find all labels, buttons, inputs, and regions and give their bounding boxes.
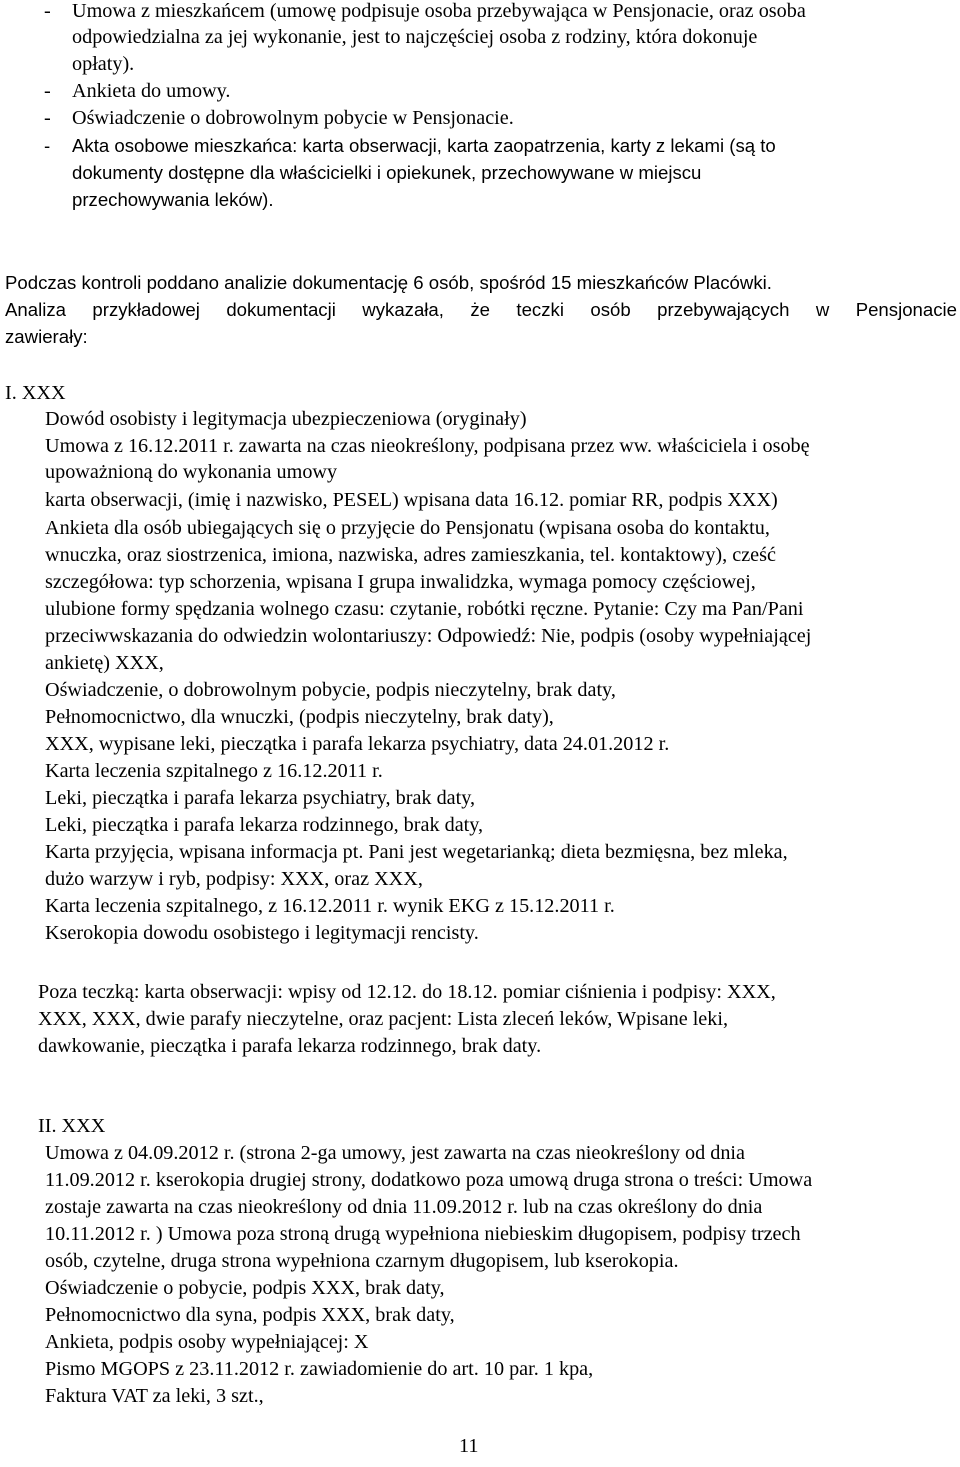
section-line: Umowa z 04.09.2012 r. (strona 2-ga umowy, jest zawarta na czas nieokreślony od dnia (45, 1142, 746, 1164)
section-heading: II. XXX (38, 1115, 106, 1137)
section-line: szczegółowa: typ schorzenia, wpisana I grupa inwalidzka, wymaga pomocy częściowej, (45, 571, 756, 593)
section-line: Pismo MGOPS z 23.11.2012 r. zawiadomienie do art. 10 par. 1 kpa, (45, 1358, 594, 1380)
section-line: upoważnioną do wykonania umowy (45, 461, 338, 483)
word: w (815, 299, 830, 320)
section-line: karta obserwacji, (imię i nazwisko, PESEL) wpisana data 16.12. pomiar RR, podpis XXX) (45, 489, 778, 511)
section-line: Umowa z 16.12.2011 r. zawarta na czas nieokreślony, podpisana przez ww. właściciela i osobę (45, 435, 810, 457)
section-line: Karta leczenia szpitalnego z 16.12.2011 r. (45, 760, 383, 782)
section-line: dużo warzyw i ryb, podpisy: XXX, oraz XXX, (45, 868, 423, 890)
section-line: Kserokopia dowodu osobistego i legitymacji rencisty. (45, 922, 479, 944)
section-line: zostaje zawarta na czas nieokreślony od dnia 11.09.2012 r. lub na czas określony do dnia (45, 1196, 763, 1218)
section-line: ulubione formy spędzania wolnego czasu: czytanie, robótki ręczne. Pytanie: Czy ma Pan/Pani (45, 598, 804, 620)
word: teczki (516, 299, 564, 320)
section-line: wnuczka, oraz siostrzenica, imiona, nazwiska, adres zamieszkania, tel. kontaktowy), cześć (45, 544, 776, 566)
bullet-text-line: opłaty). (72, 53, 135, 75)
word: przykładowej (92, 299, 200, 320)
section-line: Faktura VAT za leki, 3 szt., (45, 1385, 264, 1407)
bullet-text-line: odpowiedzialna za jej wykonanie, jest to najczęściej osoba z rodziny, która dokonuje (72, 26, 758, 48)
page-number: 11 (459, 1435, 479, 1457)
section-line: Karta przyjęcia, wpisana informacja pt. Pani jest wegetarianką; dieta bezmięsna, bez mleka, (45, 841, 788, 863)
section-line: Pełnomocnictwo, dla wnuczki, (podpis nieczytelny, brak daty), (45, 706, 554, 728)
intro-line: Podczas kontroli poddano analizie dokumentację 6 osób, spośród 15 mieszkańców Placówki. (5, 272, 772, 293)
section-line: przeciwwskazania do odwiedzin wolontariuszy: Odpowiedź: Nie, podpis (osoby wypełniającej (45, 625, 812, 647)
bullet-dash: - (44, 107, 51, 129)
section-line: Leki, pieczątka i parafa lekarza rodzinnego, brak daty, (45, 814, 484, 836)
outside-folder-line: XXX, XXX, dwie parafy nieczytelne, oraz pacjent: Lista zleceń leków, Wpisane leki, (38, 1008, 729, 1030)
section-line: Ankieta dla osób ubiegających się o przyjęcie do Pensjonatu (wpisana osoba do kontaktu, (45, 517, 770, 539)
section-heading: I. XXX (5, 382, 66, 404)
bullet-text-line: Ankieta do umowy. (72, 80, 231, 102)
bullet-text-line: Umowa z mieszkańcem (umowę podpisuje osoba przebywająca w Pensjonacie, oraz osoba (72, 0, 806, 22)
section-line: Pełnomocnictwo dla syna, podpis XXX, brak daty, (45, 1304, 455, 1326)
section-line: Ankieta, podpis osoby wypełniającej: X (45, 1331, 369, 1353)
section-line: XXX, wypisane leki, pieczątka i parafa lekarza psychiatry, data 24.01.2012 r. (45, 733, 670, 755)
word: że (470, 299, 490, 320)
bullet-dash: - (44, 135, 51, 156)
word: dokumentacji (226, 299, 336, 320)
bullet-dash: - (44, 80, 51, 102)
section-line: 10.11.2012 r. ) Umowa poza stroną drugą wypełniona niebieskim długopisem, podpisy trzech (45, 1223, 801, 1245)
outside-folder-line: Poza teczką: karta obserwacji: wpisy od 12.12. do 18.12. pomiar ciśnienia i podpisy: XXX, (38, 981, 776, 1003)
section-line: Oświadczenie o pobycie, podpis XXX, brak daty, (45, 1277, 445, 1299)
section-line: Dowód osobisty i legitymacja ubezpieczeniowa (oryginały) (45, 408, 527, 430)
intro-line-justified (5, 297, 957, 324)
word: osób (590, 299, 631, 320)
bullet-text-line: Akta osobowe mieszkańca: karta obserwacji, karta zaopatrzenia, karty z lekami (są to (72, 135, 776, 156)
bullet-text-line: Oświadczenie o dobrowolnym pobycie w Pensjonacie. (72, 107, 514, 129)
bullet-text-line: dokumenty dostępne dla właścicielki i opiekunek, przechowywane w miejscu (72, 162, 702, 183)
outside-folder-line: dawkowanie, pieczątka i parafa lekarza rodzinnego, brak daty. (38, 1035, 542, 1057)
word: wykazała, (362, 299, 444, 320)
word: Analiza (5, 299, 66, 320)
section-line: Karta leczenia szpitalnego, z 16.12.2011 r. wynik EKG z 15.12.2011 r. (45, 895, 615, 917)
word: przebywających (657, 299, 790, 320)
section-line: ankietę) XXX, (45, 652, 164, 674)
intro-line: zawierały: (5, 326, 88, 347)
section-line: 11.09.2012 r. kserokopia drugiej strony, dodatkowo poza umową druga strona o treści: Umowa (45, 1169, 813, 1191)
bullet-dash: - (44, 0, 51, 22)
bullet-text-line: przechowywania leków). (72, 189, 274, 210)
section-line: Oświadczenie, o dobrowolnym pobycie, podpis nieczytelny, brak daty, (45, 679, 616, 701)
section-line: Leki, pieczątka i parafa lekarza psychiatry, brak daty, (45, 787, 476, 809)
word: Pensjonacie (855, 299, 957, 320)
section-line: osób, czytelne, druga strona wypełniona czarnym długopisem, lub kserokopia. (45, 1250, 679, 1272)
